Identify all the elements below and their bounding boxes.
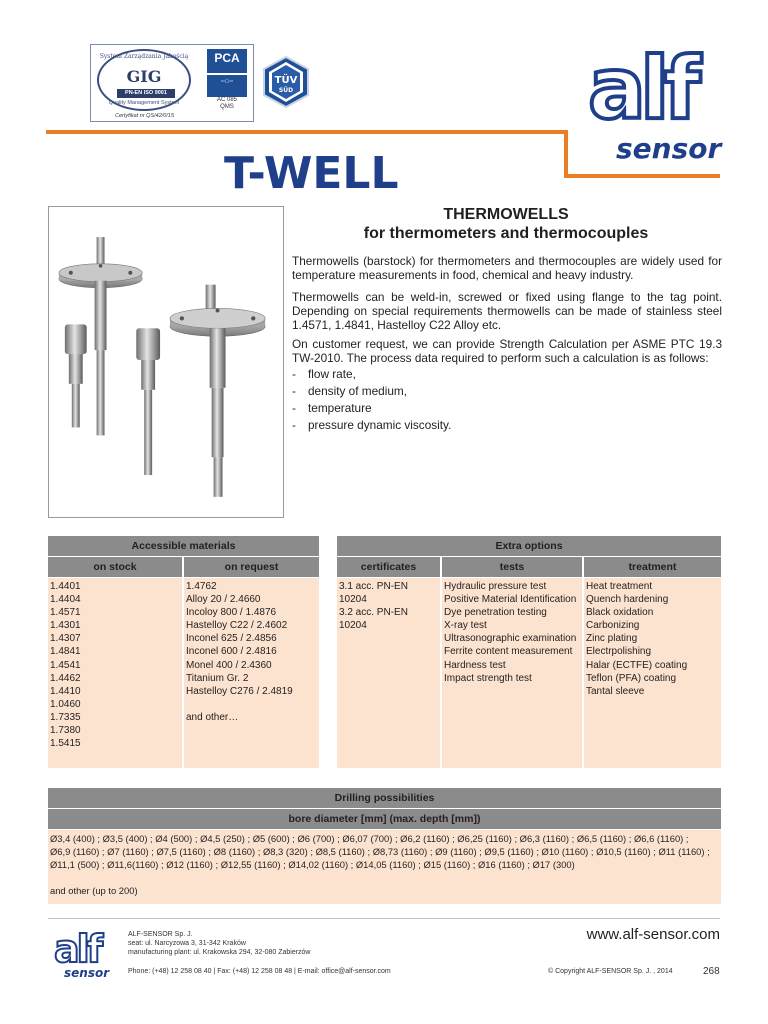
table-cell: 1.4401 bbox=[50, 581, 81, 592]
footer-plant: manufacturing plant: ul. Krakowska 294, 32-080 Zabierzów bbox=[128, 949, 311, 956]
extra-certificates-cell bbox=[337, 578, 440, 768]
footer-company: ALF-SENSOR Sp. J. bbox=[128, 931, 193, 938]
certificate-number: Certyfikat nr QS/42/0/15 bbox=[115, 113, 174, 119]
pca-logo-icon bbox=[207, 49, 247, 110]
table-cell bbox=[186, 698, 317, 711]
drilling-table-subtitle: bore diameter [mm] (max. depth [mm]) bbox=[48, 809, 721, 829]
table-cell: Positive Material Identification bbox=[444, 594, 577, 606]
list-item: - pressure dynamic viscosity. bbox=[292, 417, 451, 434]
paragraph-3: On customer request, we can provide Strength Calculation per ASME PTC 19.3 TW-2010. The process data required to perform such a calculation is as follows: bbox=[292, 337, 722, 365]
table-cell: 1.4307 bbox=[50, 633, 81, 645]
gig-name: GIG bbox=[126, 67, 162, 86]
table-cell: Zinc plating bbox=[586, 633, 638, 645]
table-cell: 1.4841 bbox=[50, 646, 81, 658]
table-cell: Carbonizing bbox=[586, 620, 640, 632]
table-cell: Quench hardening bbox=[586, 594, 669, 606]
table-cell: 3.1 acc. PN-EN 10204 bbox=[339, 581, 408, 606]
section-subheading: for thermometers and thermocouples bbox=[363, 225, 649, 242]
table-cell: Inconel 625 / 2.4856 bbox=[186, 633, 277, 645]
website-link[interactable]: www.alf-sensor.com bbox=[586, 926, 720, 943]
footer-contact: Phone: (+48) 12 258 08 40 | Fax: (+48) 12 258 08 48 | E-mail: office@alf-sensor.com bbox=[128, 968, 391, 975]
table-cell: Monel 400 / 2.4360 bbox=[186, 659, 272, 671]
table-cell: Tantal sleeve bbox=[586, 685, 645, 697]
logo-sub-text: sensor bbox=[616, 132, 722, 165]
table-cell: Hydraulic pressure test bbox=[444, 581, 547, 592]
table-cell: 1.0460 bbox=[50, 698, 81, 710]
table-cell: and other… bbox=[186, 711, 239, 723]
header-divider-bottom bbox=[564, 174, 720, 178]
thermowell-image bbox=[49, 207, 283, 517]
table-cell: 1.4301 bbox=[50, 620, 81, 632]
table-cell: Alloy 20 / 2.4660 bbox=[186, 594, 261, 606]
drilling-line: Ø11,1 (500) ; Ø11,6(1160) ; Ø12 (1160) ; Ø12,55 (1160) ; Ø14,02 (1160) ; Ø14,05 (1160) ; Ø15 (1160) ; Ø16 (1160) ; Ø17 (300) bbox=[50, 859, 575, 871]
footer-logo bbox=[54, 927, 114, 984]
logo-main-text: alf bbox=[588, 39, 695, 139]
table-cell: 1.4762 bbox=[186, 581, 217, 592]
tuv-sud-badge-icon bbox=[262, 56, 310, 108]
footer-copyright: © Copyright ALF-SENSOR Sp. J. , 2014 bbox=[548, 968, 673, 975]
gig-ring-top: System Zarządzania Jakością bbox=[99, 53, 189, 60]
table-cell: 1.7335 bbox=[50, 711, 81, 723]
table-cell: 1.4410 bbox=[50, 685, 81, 697]
footer-address bbox=[128, 930, 311, 957]
section-heading: THERMOWELLS bbox=[443, 206, 569, 223]
materials-col-request: on request bbox=[184, 557, 319, 577]
header-divider bbox=[46, 130, 568, 134]
tuv-bottom-text: SÜD bbox=[278, 87, 294, 94]
table-cell: Hastelloy C276 / 2.4819 bbox=[186, 685, 293, 697]
table-cell: Black oxidation bbox=[586, 607, 654, 619]
footer-logo-sub: sensor bbox=[64, 966, 110, 980]
drilling-other: and other (up to 200) bbox=[50, 885, 138, 897]
page-number: 268 bbox=[703, 966, 720, 977]
header-divider-vertical bbox=[564, 130, 568, 178]
table-cell: 1.4571 bbox=[50, 607, 81, 619]
table-cell: Ferrite content measurement bbox=[444, 646, 573, 658]
extra-tests-cell bbox=[442, 578, 582, 768]
list-item: - flow rate, bbox=[292, 366, 451, 383]
page-title: T-WELL bbox=[224, 148, 399, 199]
tuv-top-text: TÜV bbox=[274, 75, 298, 86]
list-item: - temperature bbox=[292, 400, 451, 417]
table-cell: Inconel 600 / 2.4816 bbox=[186, 646, 277, 658]
gig-standard: PN-EN ISO 9001 bbox=[117, 89, 175, 98]
table-cell: 1.4541 bbox=[50, 659, 81, 671]
table-cell: 1.7380 bbox=[50, 725, 81, 737]
extra-col-treatment: treatment bbox=[584, 557, 721, 577]
table-cell: 3.2 acc. PN-EN 10204 bbox=[339, 607, 408, 632]
product-photo bbox=[48, 206, 284, 518]
pca-name: PCA bbox=[207, 49, 247, 73]
table-cell: 1.4404 bbox=[50, 594, 81, 606]
materials-table-title: Accessible materials bbox=[48, 536, 319, 556]
paragraph-2: Thermowells can be weld-in, screwed or fixed using flange to the tag point. Depending on special requirements thermowells can be made of stainless steel 1.4571, 1.4841, Hastelloy C22 Alloy etc. bbox=[292, 290, 722, 332]
drilling-line: Ø3,4 (400) ; Ø3,5 (400) ; Ø4 (500) ; Ø4,5 (250) ; Ø5 (600) ; Ø6 (700) ; Ø6,07 (700) ; Ø6,2 (1160) ; Ø6,25 (1160) ; Ø6,3 (1160) ; Ø6,5 (1160) ; Ø6,6 (1160) ; bbox=[50, 833, 689, 844]
table-cell: Electrpolishing bbox=[586, 646, 652, 658]
materials-stock-cell bbox=[48, 578, 182, 768]
table-cell: Impact strength test bbox=[444, 672, 532, 684]
table-cell: Halar (ECTFE) coating bbox=[586, 659, 688, 671]
table-cell: Titanium Gr. 2 bbox=[186, 672, 249, 684]
table-cell: Teflon (PFA) coating bbox=[586, 672, 677, 684]
drilling-table-title: Drilling possibilities bbox=[48, 788, 721, 808]
gig-seal-icon bbox=[97, 49, 191, 111]
paragraph-1: Thermowells (barstock) for thermometers and thermocouples are widely used for temperature measurements in food, chemical and heavy industry. bbox=[292, 254, 722, 282]
pca-code-1: AC 085 bbox=[216, 97, 237, 103]
footer-seat: seat: ul. Narcyzowa 3, 31-342 Kraków bbox=[128, 940, 246, 947]
table-cell: Hastelloy C22 / 2.4602 bbox=[186, 620, 288, 632]
table-cell: Heat treatment bbox=[586, 581, 653, 592]
pca-code-2: QMS bbox=[220, 104, 234, 110]
table-cell: Incoloy 800 / 1.4876 bbox=[186, 607, 277, 619]
extra-table-title: Extra options bbox=[337, 536, 721, 556]
table-cell: X-ray test bbox=[444, 620, 487, 632]
footer-divider bbox=[48, 918, 720, 919]
extra-col-tests: tests bbox=[442, 557, 582, 577]
table-cell: Ultrasonographic examination bbox=[444, 633, 577, 645]
materials-request-cell bbox=[184, 578, 319, 768]
table-cell: 1.5415 bbox=[50, 738, 81, 750]
materials-col-stock: on stock bbox=[48, 557, 182, 577]
drilling-line: Ø6,9 (1160) ; Ø7 (1160) ; Ø7,5 (1160) ; Ø8 (1160) ; Ø8,3 (320) ; Ø8,5 (1160) ; Ø8,73 (1160) ; Ø9 (1160) ; Ø9,5 (1160) ; Ø10 (1160) ; Ø10,5 (1160) ; Ø11 (1160) ; bbox=[50, 846, 710, 858]
list-item: - density of medium, bbox=[292, 383, 451, 400]
extra-col-certificates: certificates bbox=[337, 557, 440, 577]
quality-certificate-badge bbox=[90, 44, 254, 122]
gig-ring-bottom: Quality Management System bbox=[108, 100, 180, 106]
table-cell: Dye penetration testing bbox=[444, 607, 547, 619]
process-data-list bbox=[292, 366, 451, 434]
table-cell: Hardness test bbox=[444, 659, 506, 671]
extra-treatment-cell bbox=[584, 578, 721, 768]
drilling-cell bbox=[48, 830, 721, 904]
pca-accreditation-mark: ▭◯▭ bbox=[207, 75, 247, 97]
table-cell: 1.4462 bbox=[50, 672, 81, 684]
footer-logo-main: alf bbox=[54, 927, 101, 971]
alf-sensor-logo bbox=[588, 39, 722, 165]
